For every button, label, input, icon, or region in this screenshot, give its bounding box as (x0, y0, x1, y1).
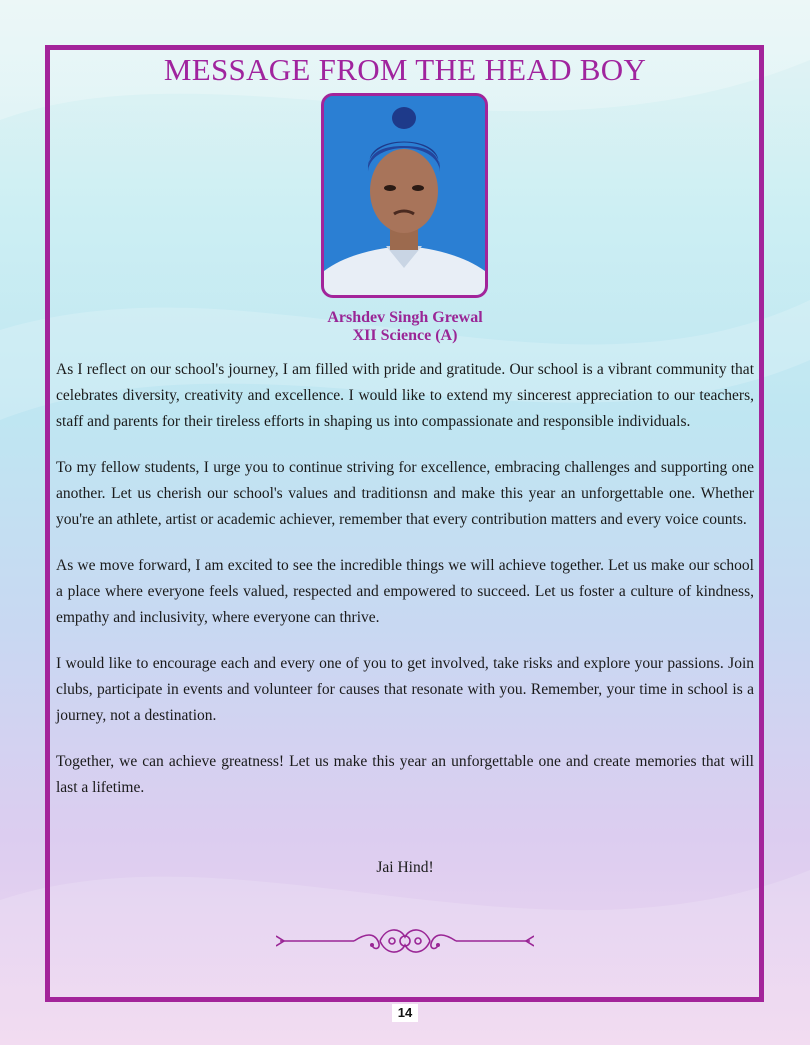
ornament-divider (276, 923, 534, 959)
paragraph: As we move forward, I am excited to see the incredible things we will achieve together. Let us make our school a place where everyone feels valued, respected and empowered to succeed. Let us foster a culture of kindness, empathy and inclusivity, where everyone can thrive. (56, 557, 754, 626)
paragraph: As I reflect on our school's journey, I am filled with pride and gratitude. Our school is a vibrant community that celebrates diversity, creativity and excellence. I would like to extend my sincerest appreciation to our teachers, staff and parents for their tireless efforts in shaping us into compassionate and responsible individuals. (56, 361, 754, 430)
paragraph: Together, we can achieve greatness! Let us make this year an unforgettable one and create memories that will last a lifetime. (56, 753, 754, 796)
portrait-photo (321, 93, 488, 298)
author-class: XII Science (A) (352, 327, 458, 344)
paragraph: I would like to encourage each and every one of you to get involved, take risks and explore your passions. Join clubs, participate in events and volunteer for causes that resonate with you. Remember, your time in school is a journey, not a destination. (56, 655, 754, 724)
author-name: Arshdev Singh Grewal (327, 309, 483, 326)
message-body (56, 357, 754, 821)
page-number: 14 (392, 1004, 418, 1022)
closing-salutation: Jai Hind! (376, 859, 434, 876)
page-title: MESSAGE FROM THE HEAD BOY (163, 52, 647, 87)
paragraph: To my fellow students, I urge you to continue striving for excellence, embracing challenges and supporting one another. Let us cherish our school's values and traditionsn and make this year an unforgettable one. Whether you're an athlete, artist or academic achiever, remember that every contribution matters and every voice counts. (56, 459, 754, 528)
